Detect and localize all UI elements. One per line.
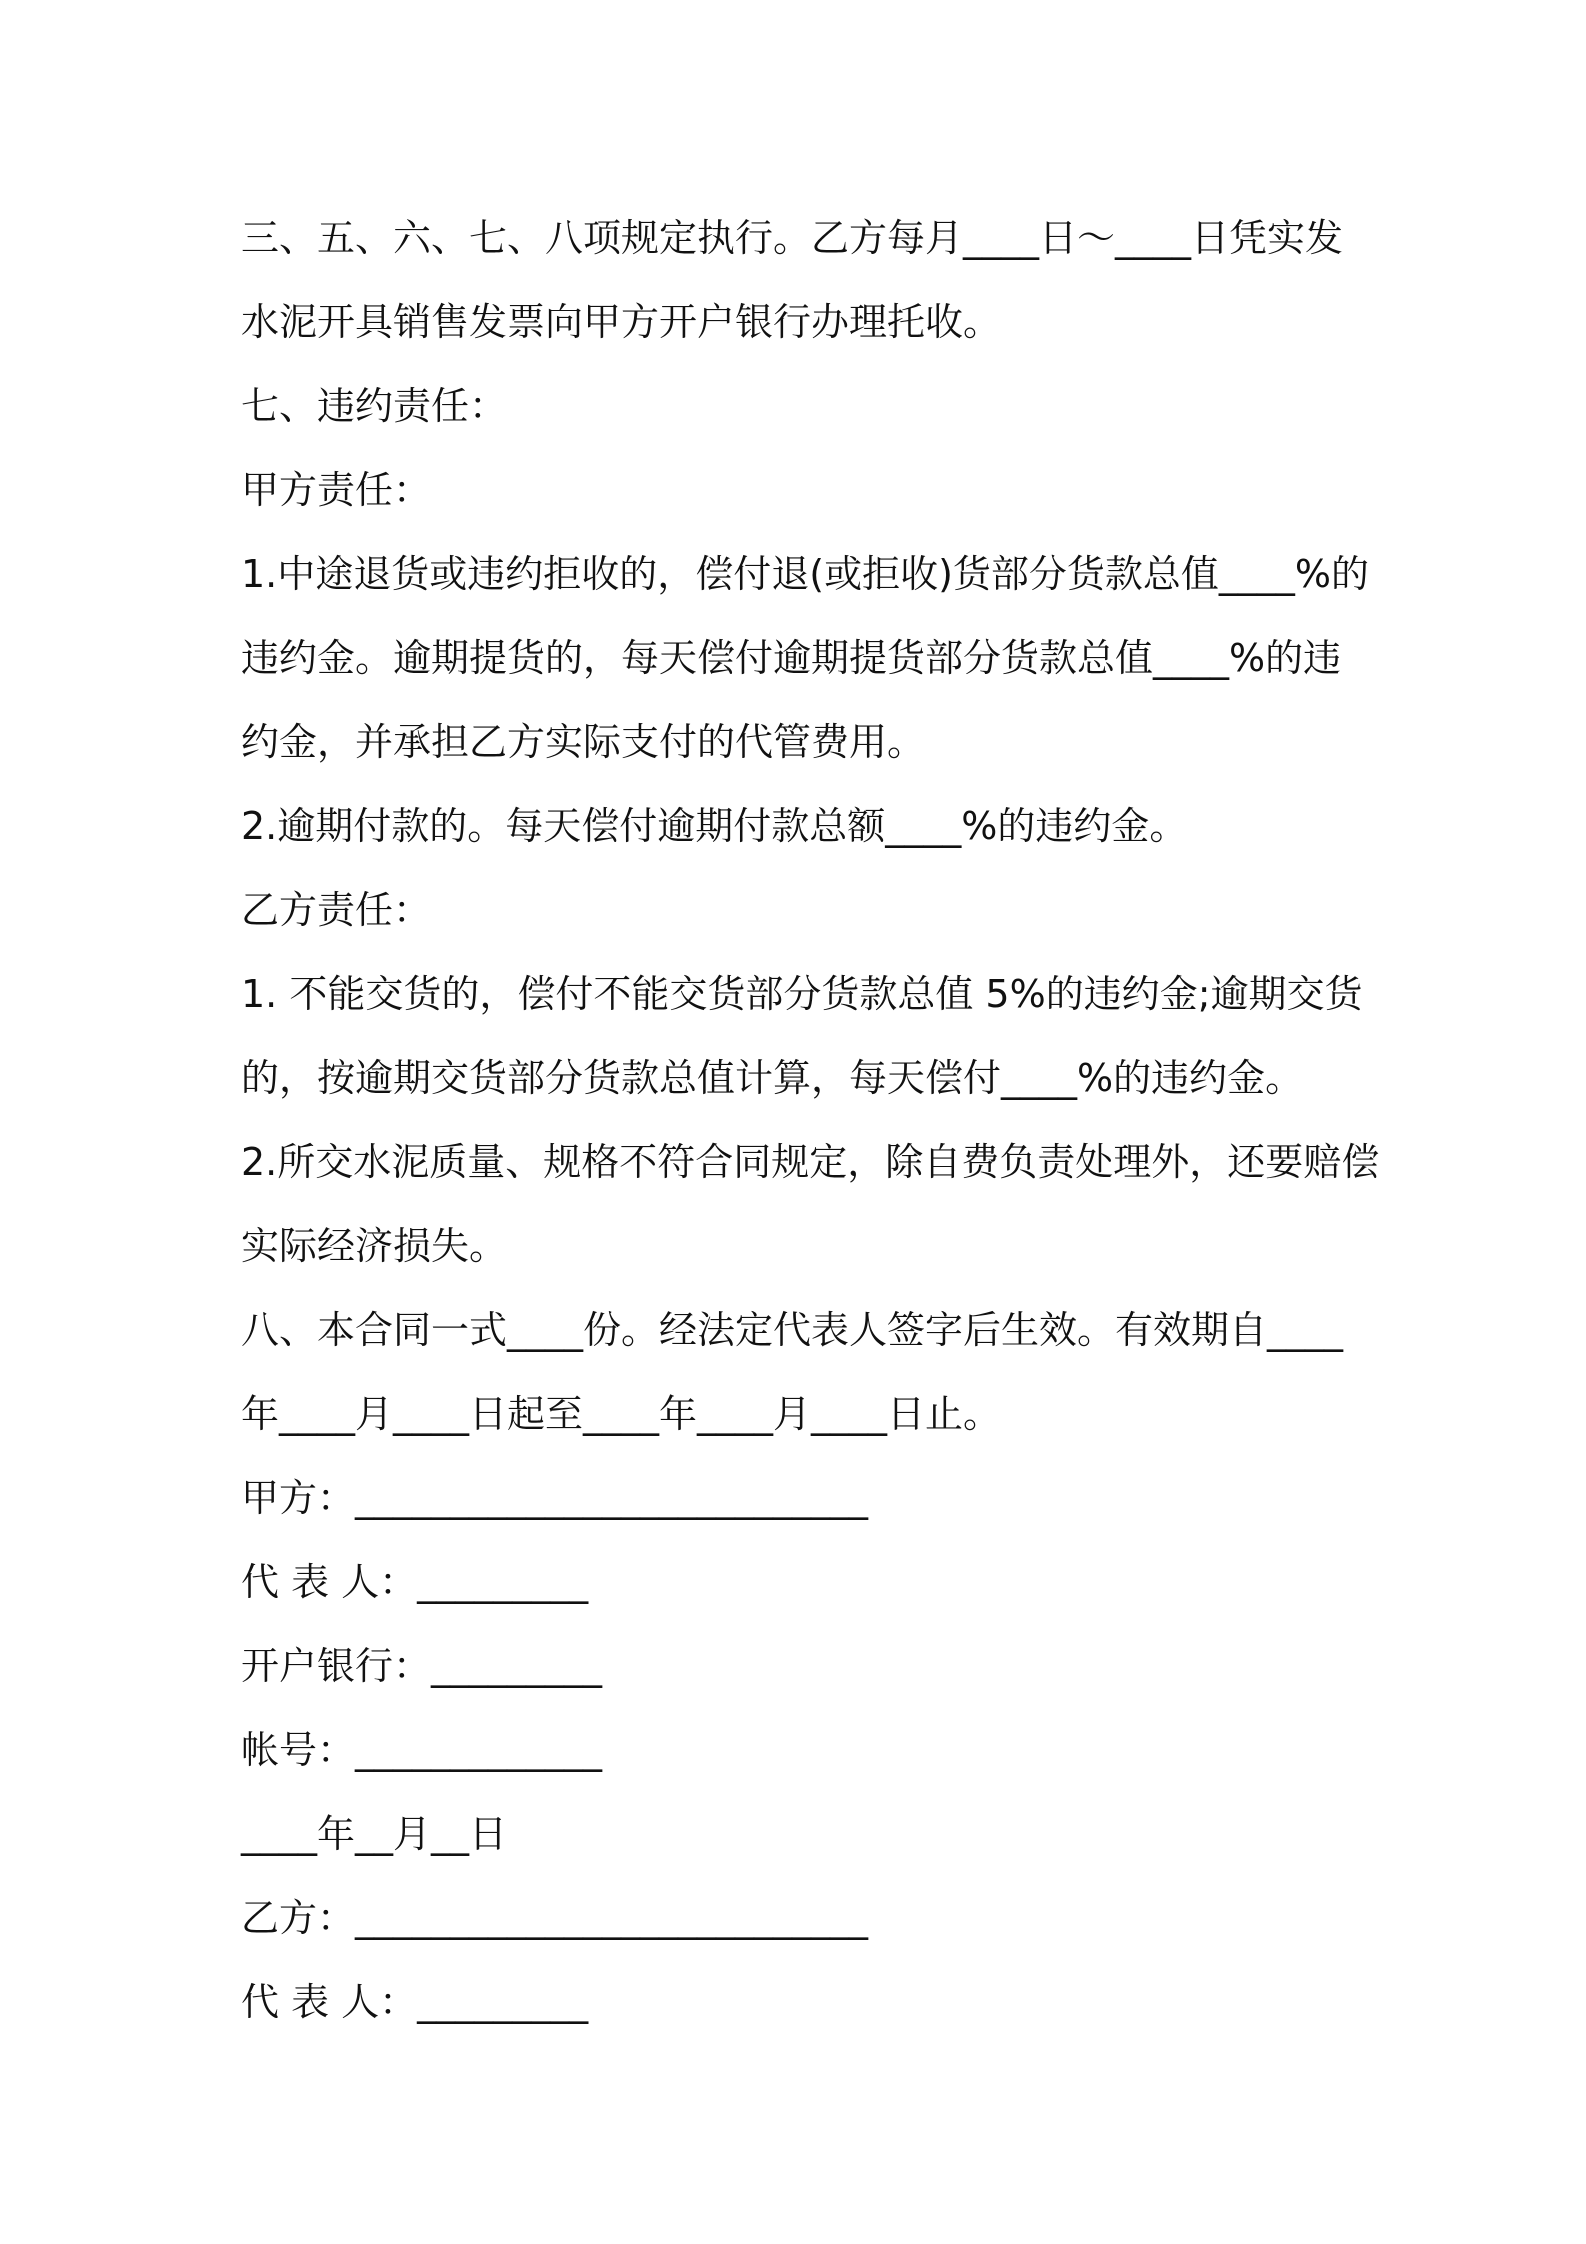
party-a-representative-field: 代 表 人：_________ xyxy=(241,1560,589,1604)
party-a-item-1-line-3: 约金，并承担乙方实际支付的代管费用。 xyxy=(241,720,926,764)
party-b-representative-field: 代 表 人：_________ xyxy=(241,1980,589,2024)
section-8-copies-validity-line-1: 八、本合同一式____份。经法定代表人签字后生效。有效期自____ xyxy=(241,1308,1344,1352)
party-a-liability-heading: 甲方责任： xyxy=(241,468,432,512)
party-b-item-1-line-1: 1. 不能交货的，偿付不能交货部分货款总值 5%的违约金;逾期交货 xyxy=(241,972,1363,1016)
party-a-item-1-line-1: 1.中途退货或违约拒收的，偿付退(或拒收)货部分货款总值____%的 xyxy=(241,552,1370,596)
party-b-item-2-line-1: 2.所交水泥质量、规格不符合同规定，除自费负责处理外，还要赔偿 xyxy=(241,1140,1380,1184)
party-a-date-field: ____年__月__日 xyxy=(241,1812,508,1856)
party-a-bank-field: 开户银行：_________ xyxy=(241,1644,603,1688)
party-b-item-1-line-2: 的，按逾期交货部分货款总值计算，每天偿付____%的违约金。 xyxy=(241,1056,1304,1100)
party-a-signature-field: 甲方：___________________________ xyxy=(241,1476,869,1520)
party-a-account-field: 帐号：_____________ xyxy=(241,1728,603,1772)
clause-6-payment-continued: 三、五、六、七、八项规定执行。乙方每月____日～____日凭实发 xyxy=(241,216,1344,260)
party-a-item-1-line-2: 违约金。逾期提货的，每天偿付逾期提货部分货款总值____%的违 xyxy=(241,636,1342,680)
section-heading-breach-liability: 七、违约责任： xyxy=(241,384,508,428)
party-b-liability-heading: 乙方责任： xyxy=(241,888,432,932)
party-b-item-2-line-2: 实际经济损失。 xyxy=(241,1224,508,1268)
party-b-signature-field: 乙方：___________________________ xyxy=(241,1896,869,1940)
clause-6-payment-end: 水泥开具销售发票向甲方开户银行办理托收。 xyxy=(241,300,1002,344)
party-a-item-2: 2.逾期付款的。每天偿付逾期付款总额____%的违约金。 xyxy=(241,804,1188,848)
document-body xyxy=(241,196,1380,2044)
section-8-copies-validity-line-2: 年____月____日起至____年____月____日止。 xyxy=(241,1392,1002,1436)
